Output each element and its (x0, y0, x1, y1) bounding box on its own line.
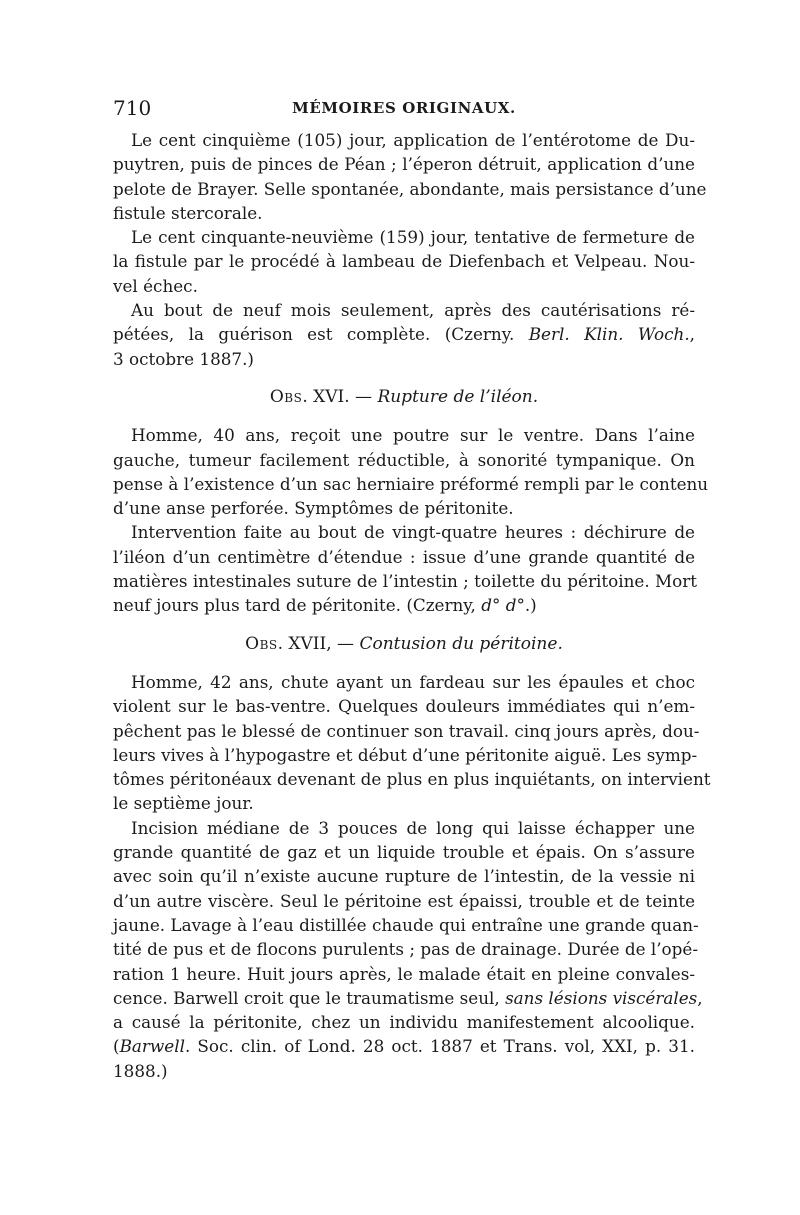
text-line: Le cent cinquante-neuvième (159) jour, tentative de fermeture de (131, 227, 695, 248)
text-line: d’un autre viscère. Seul le péritoine est épaissi, trouble et de teinte (113, 890, 695, 911)
text-line: jaune. Lavage à l’eau distillée chaude qui entraîne une grande quan- (113, 914, 699, 935)
running-head: MÉMOIRES ORIGINAUX. (292, 99, 516, 117)
text-line: Homme, 40 ans, reçoit une poutre sur le ventre. Dans l’aine (131, 425, 695, 446)
text-line: Au bout de neuf mois seulement, après des cautérisations ré- (131, 300, 695, 321)
text-line: gauche, tumeur facilement réductible, à sonorité tympanique. On (113, 449, 695, 470)
text-line: vel échec. (113, 275, 198, 296)
section-heading-obs-xvii: Obs. XVII, — Contusion du péritoine. (245, 633, 563, 654)
text-line: (Barwell. Soc. clin. of Lond. 28 oct. 1887 et Trans. vol, XXI, p. 31. (113, 1036, 695, 1057)
text-line: violent sur le bas-ventre. Quelques douleurs immédiates qui n’em- (113, 696, 695, 717)
text-line: puytren, puis de pinces de Péan ; l’éperon détruit, application d’une (113, 154, 695, 175)
body-text (113, 128, 711, 1083)
text-line: d’une anse perforée. Symptômes de péritonite. (113, 498, 514, 519)
text-line: fistule stercorale. (113, 202, 263, 223)
page-number: 710 (113, 96, 152, 120)
text-line: ration 1 heure. Huit jours après, le malade était en pleine convales- (113, 963, 695, 984)
text-line: 3 octobre 1887.) (113, 348, 254, 369)
text-line: neuf jours plus tard de péritonite. (Czerny, d° d°.) (113, 595, 537, 616)
text-line: pêchent pas le blessé de continuer son travail. cinq jours après, dou- (113, 720, 700, 741)
text-line: pétées, la guérison est complète. (Czerny. Berl. Klin. Woch., (113, 324, 695, 345)
text-line: Intervention faite au bout de vingt-quatre heures : déchirure de (131, 522, 695, 543)
text-line: cence. Barwell croit que le traumatisme seul, sans lésions viscérales, (113, 987, 703, 1008)
text-line: grande quantité de gaz et un liquide trouble et épais. On s’assure (113, 842, 695, 863)
section-heading-obs-xvi: Obs. XVI. — Rupture de l’iléon. (269, 386, 539, 407)
text-line: 1888.) (113, 1060, 168, 1081)
text-line: pense à l’existence d’un sac herniaire préformé rempli par le contenu (113, 473, 709, 494)
text-line: Incision médiane de 3 pouces de long qui laisse échapper une (131, 817, 695, 838)
text-line: tité de pus et de flocons purulents ; pas de drainage. Durée de l’opé- (113, 939, 698, 960)
text-line: Le cent cinquième (105) jour, application de l’entérotome de Du- (131, 130, 695, 150)
text-line: pelote de Brayer. Selle spontanée, abondante, mais persistance d’une (113, 178, 707, 199)
text-line: a causé la péritonite, chez un individu manifestement alcoolique. (113, 1012, 695, 1033)
citation-journal: Berl. Klin. Woch. (528, 324, 690, 345)
text-line: l’iléon d’un centimètre d’étendue : issue d’une grande quantité de (113, 546, 695, 567)
text-line: tômes péritonéaux devenant de plus en plus inquiétants, on intervient (113, 769, 711, 790)
text-line: la fistule par le procédé à lambeau de Diefenbach et Velpeau. Nou- (113, 251, 695, 272)
text-line: Homme, 42 ans, chute ayant un fardeau sur les épaules et choc (131, 671, 695, 692)
page-header (113, 96, 695, 126)
text-line: avec soin qu’il n’existe aucune rupture de l’intestin, de la vessie ni (113, 866, 695, 887)
text-line: matières intestinales suture de l’intestin ; toilette du péritoine. Mort (113, 571, 698, 592)
text-line: le septième jour. (113, 793, 254, 814)
text-line: leurs vives à l’hypogastre et début d’une péritonite aiguë. Les symp- (113, 744, 698, 765)
